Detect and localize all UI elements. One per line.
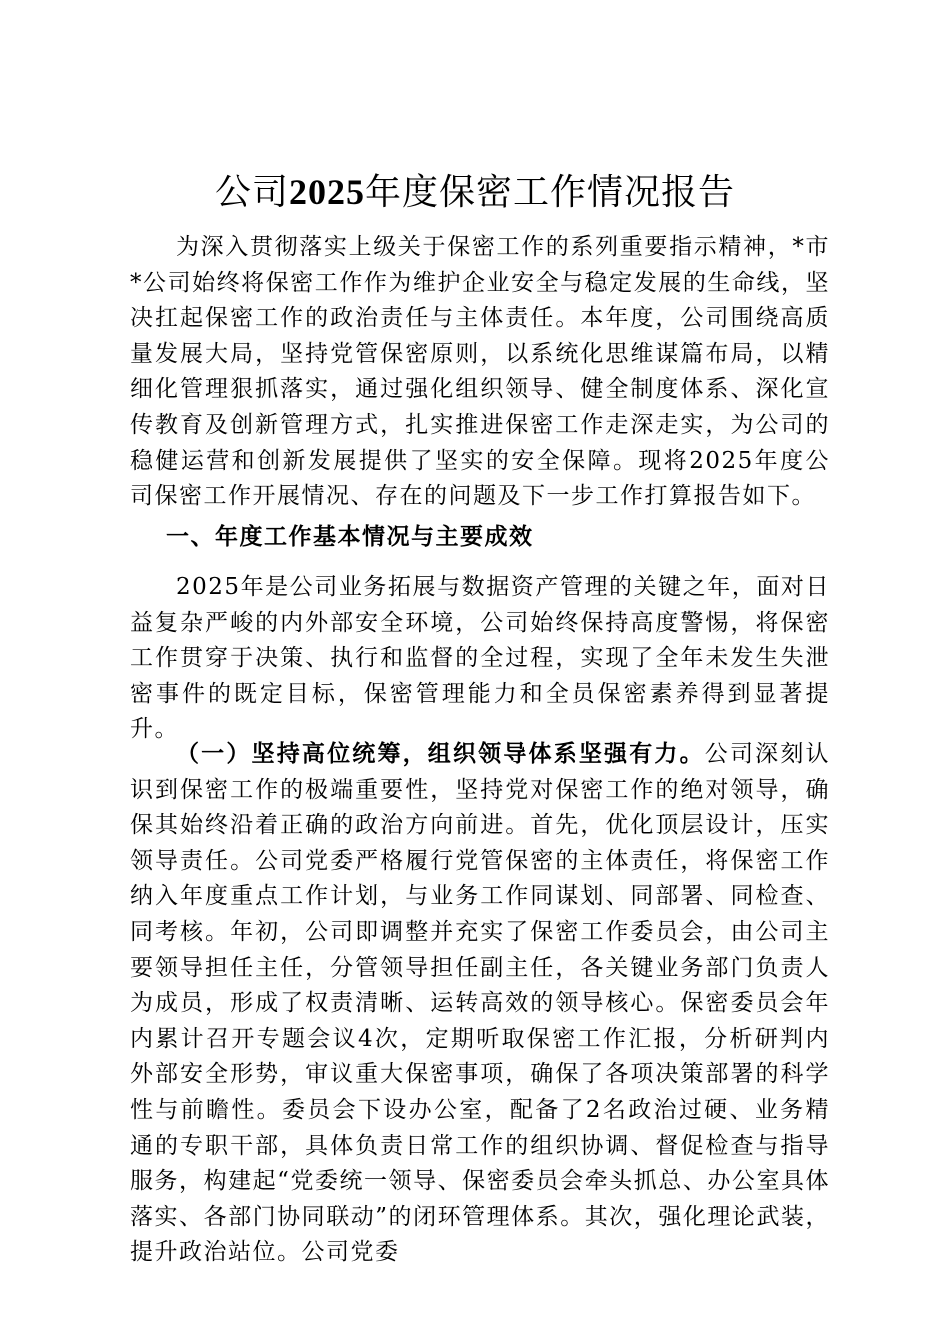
summary-paragraph: 2025年是公司业务拓展与数据资产管理的关键之年，面对日益复杂严峻的内外部安全环境，公司始终保持高度警惕，将保密工作贯穿于决策、执行和监督的全过程，实现了全年未发生失泄密事件的既定目标，保密管理能力和全员保密素养得到显著提升。 <box>130 574 830 743</box>
subsection-paragraph-1 <box>130 736 830 1271</box>
subsection-body-1: 公司深刻认识到保密工作的极端重要性，坚持党对保密工作的绝对领导，确保其始终沿着正确的政治方向前进。首先，优化顶层设计，压实领导责任。公司党委严格履行党管保密的主体责任，将保密工作纳入年度重点工作计划，与业务工作同谋划、同部署、同检查、同考核。年初，公司即调整并充实了保密工作委员会，由公司主要领导担任主任，分管领导担任副主任，各关键业务部门负责人为成员，形成了权责清晰、运转高效的领导核心。保密委员会年内累计召开专题会议4次，定期听取保密工作汇报，分析研判内外部安全形势，审议重大保密事项，确保了各项决策部署的科学性与前瞻性。委员会下设办公室，配备了2名政治过硬、业务精通的专职干部，具体负责日常工作的组织协调、督促检查与指导服务，构建起“党委统一领导、保密委员会牵头抓总、办公室具体落实、各部门协同联动”的闭环管理体系。其次，强化理论武装，提升政治站位。公司党委 <box>130 741 831 1266</box>
title-prefix: 公司 <box>214 172 289 213</box>
subsection-heading-1: （一）坚持高位统筹，组织领导体系坚强有力。 <box>176 740 705 767</box>
title-suffix: 年度保密工作情况报告 <box>365 172 736 213</box>
document-title <box>0 168 950 217</box>
intro-paragraph: 为深入贯彻落实上级关于保密工作的系列重要指示精神，*市*公司始终将保密工作作为维护企业安全与稳定发展的生命线，坚决扛起保密工作的政治责任与主体责任。本年度，公司围绕高质量发展大局，坚持党管保密原则，以系统化思维谋篇布局，以精细化管理狠抓落实，通过强化组织领导、健全制度体系、深化宣传教育及创新管理方式，扎实推进保密工作走深走实，为公司的稳健运营和创新发展提供了坚实的安全保障。现将2025年度公司保密工作开展情况、存在的问题及下一步工作打算报告如下。 <box>130 234 830 510</box>
title-year: 2025 <box>289 172 365 212</box>
section-heading-1: 一、年度工作基本情况与主要成效 <box>166 523 534 550</box>
